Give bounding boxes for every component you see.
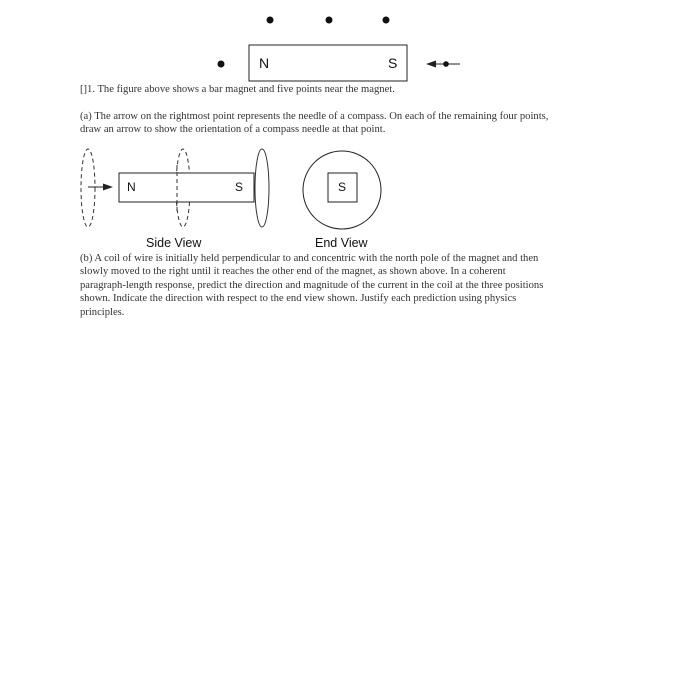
part-b-line-4: shown. Indicate the direction with respect to the end view shown. Justify each prediction using physics bbox=[80, 293, 517, 304]
coil-position-1 bbox=[81, 149, 95, 227]
side-view-label: Side View bbox=[146, 236, 202, 250]
end-view-label: End View bbox=[315, 236, 368, 250]
end-view-south-label: S bbox=[338, 180, 347, 194]
part-b-line-2: slowly moved to the right until it reaches the other end of the magnet, as shown above. In a coherent bbox=[80, 266, 506, 277]
part-a-line-1: (a) The arrow on the rightmost point represents the needle of a compass. On each of the remaining four points, bbox=[80, 111, 549, 122]
magnet-north-label: N bbox=[259, 55, 270, 71]
side-view-magnet bbox=[119, 173, 254, 202]
coil-position-3 bbox=[255, 149, 269, 227]
part-a-line-2: draw an arrow to show the orientation of a compass needle at that point. bbox=[80, 124, 386, 135]
coil-arrow bbox=[88, 184, 113, 191]
side-view-south-label: S bbox=[235, 180, 244, 194]
side-view-north-label: N bbox=[127, 180, 136, 194]
part-b-line-5: principles. bbox=[80, 307, 125, 318]
part-b-line-3: paragraph-length response, predict the direction and magnitude of the current in the coil at the three positions bbox=[80, 280, 544, 291]
question-caption: []1. The figure above shows a bar magnet and five points near the magnet. bbox=[80, 84, 395, 95]
magnet-south-label: S bbox=[388, 55, 398, 71]
part-b-line-1: (b) A coil of wire is initially held perpendicular to and concentric with the north pole of the magnet and then bbox=[80, 253, 539, 264]
